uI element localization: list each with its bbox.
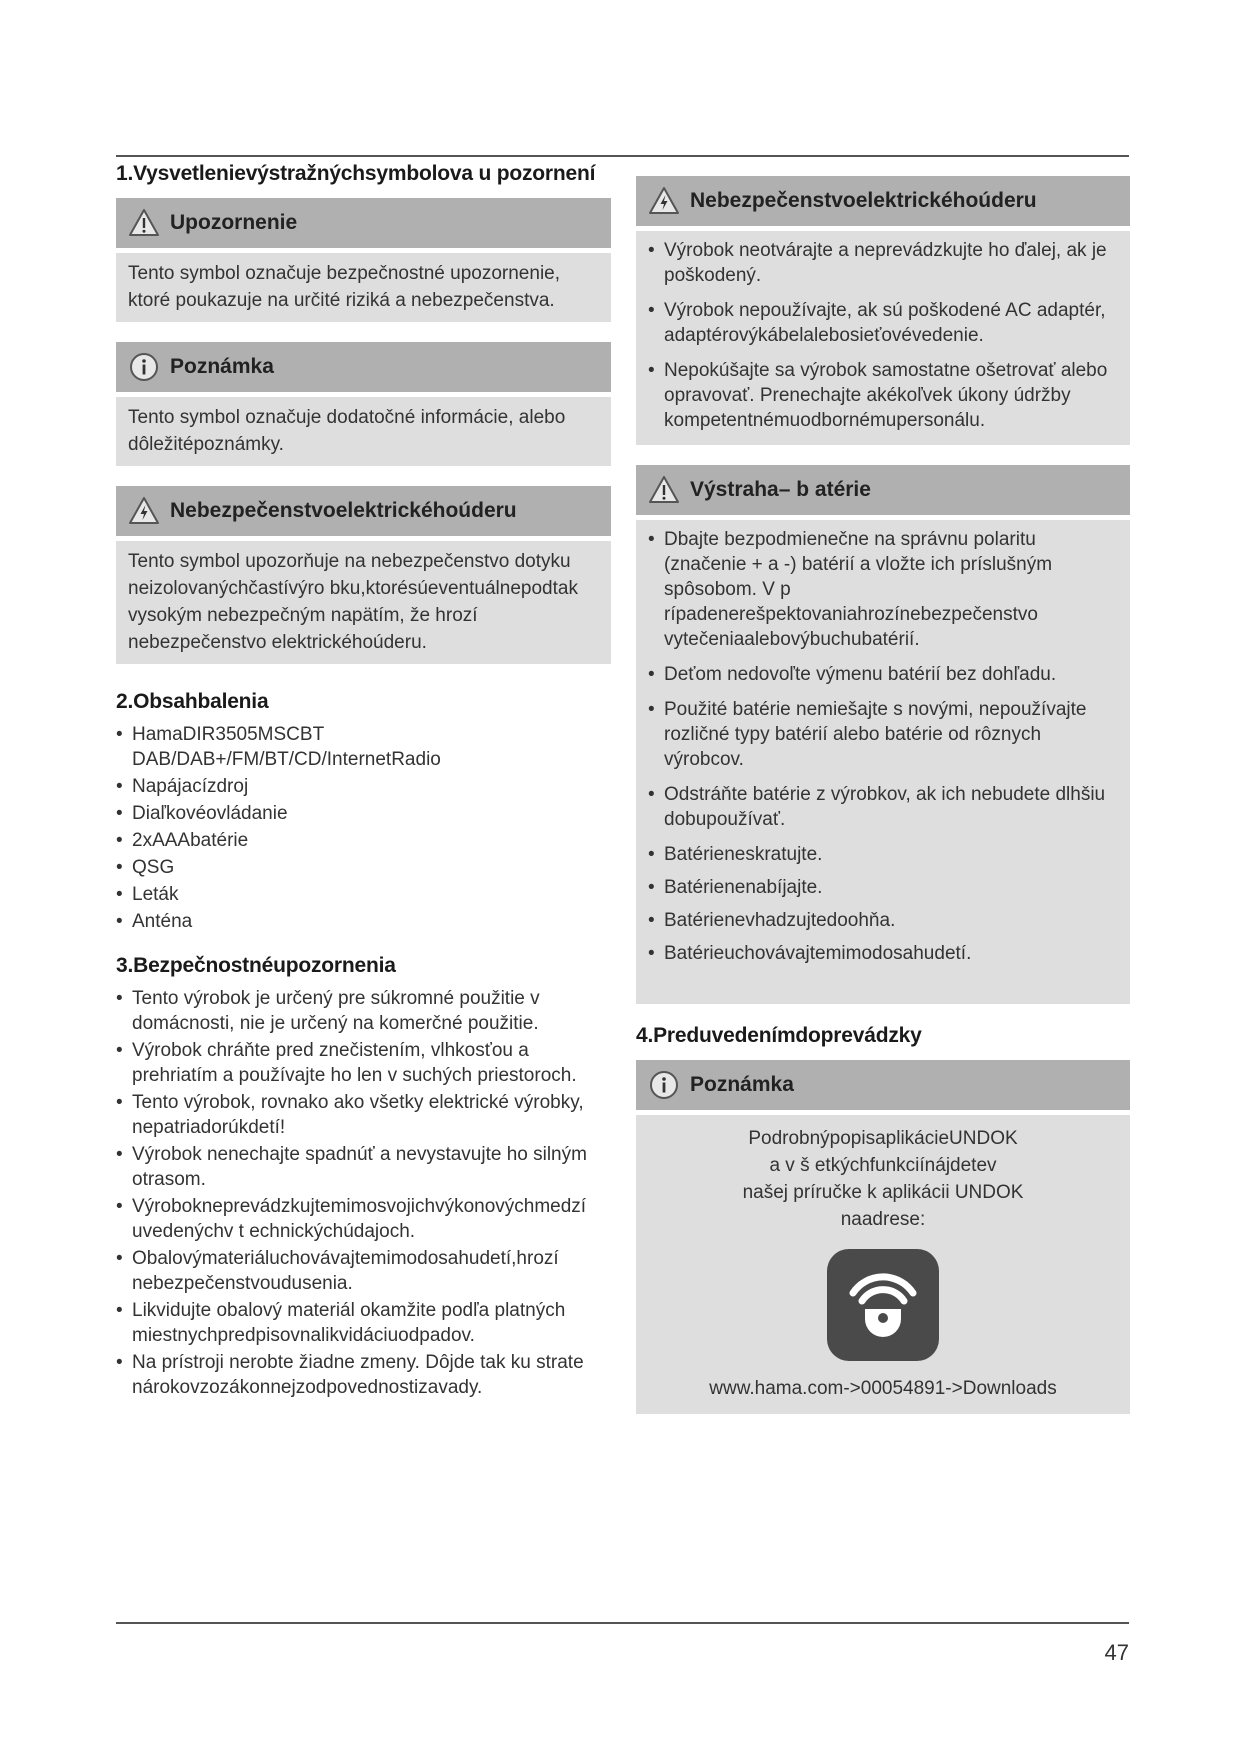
list-item: • QSG xyxy=(116,855,611,880)
safety-list xyxy=(116,986,611,1400)
warning-box xyxy=(116,198,611,322)
shock-label: Nebezpečenstvoelektrickéhoúderu xyxy=(170,499,517,522)
electric-shock-icon xyxy=(648,185,680,217)
undok-app-icon xyxy=(827,1249,939,1361)
battery-warning-box xyxy=(636,465,1130,1004)
undok-note-label: Poznámka xyxy=(690,1073,794,1096)
list-item: • Batérienenabíjajte. xyxy=(648,875,1118,900)
right-column xyxy=(636,176,1130,1434)
shock-warnings-box xyxy=(636,176,1130,445)
shock-body xyxy=(116,541,611,664)
list-item: • Na prístroji nerobte žiadne zmeny. Dôjde tak ku strate nárokovzozákonnejzodpovednostizavady. xyxy=(116,1350,611,1400)
section-4-title: 4.Preduvedenímdoprevádzky xyxy=(636,1024,922,1047)
undok-note-box xyxy=(636,1060,1130,1414)
section-1-title: 1.Vysvetlenievýstražnýchsymbolova u pozornení xyxy=(116,162,596,185)
warning-body xyxy=(116,253,611,322)
list-item: • Výrobokneprevádzkujtemimosvojichvýkonovýchmedzí uvedenýchv t echnickýchúdajoch. xyxy=(116,1194,611,1244)
page-number: 47 xyxy=(1104,1640,1129,1665)
battery-warning-label: Výstraha– b atérie xyxy=(690,478,871,501)
note-box xyxy=(116,342,611,466)
undok-logo-icon xyxy=(845,1267,921,1343)
undok-line: naadrese: xyxy=(840,1209,926,1230)
info-icon xyxy=(648,1069,680,1101)
note-body xyxy=(116,397,611,466)
shock-box xyxy=(116,486,611,664)
note-header xyxy=(116,342,611,392)
warning-triangle-icon xyxy=(128,207,160,239)
list-item: • Odstráňte batérie z výrobkov, ak ich nebudete dlhšiu dobupoužívať. xyxy=(648,782,1118,832)
undok-note-header xyxy=(636,1060,1130,1110)
list-item: • Batérieuchovávajtemimodosahudetí. xyxy=(648,941,1118,966)
undok-line: a v š etkýchfunkciínájdetev xyxy=(769,1155,997,1176)
section-2-title: 2.Obsahbalenia xyxy=(116,690,269,713)
warning-triangle-icon xyxy=(648,474,680,506)
info-icon xyxy=(128,351,160,383)
list-item: • Použité batérie nemiešajte s novými, nepoužívajte rozličné typy batérií alebo batérie od rôznych výrobcov. xyxy=(648,697,1118,772)
package-contents-list xyxy=(116,722,611,934)
undok-note-body xyxy=(636,1115,1130,1414)
list-item: • HamaDIR3505MSCBT DAB/DAB+/FM/BT/CD/InternetRadio xyxy=(116,722,611,772)
electric-shock-icon xyxy=(128,495,160,527)
list-item: • Výrobok nepoužívajte, ak sú poškodené AC adaptér, adaptérovýkábelalebosieťovévedenie. xyxy=(648,298,1118,348)
shock-header xyxy=(116,486,611,536)
battery-warning-list xyxy=(648,527,1118,966)
undok-line: našej príručke k aplikácii UNDOK xyxy=(742,1182,1024,1203)
warning-header xyxy=(116,198,611,248)
list-item: • Batérienevhadzujtedoohňa. xyxy=(648,908,1118,933)
list-item: • Batérieneskratujte. xyxy=(648,842,1118,867)
list-item: • Obalovýmateriáluchovávajtemimodosahudetí,hrozí nebezpečenstvoudusenia. xyxy=(116,1246,611,1296)
undok-line: PodrobnýpopisaplikácieUNDOK xyxy=(748,1128,1018,1149)
top-rule xyxy=(116,155,1129,157)
list-item: • Tento výrobok, rovnako ako všetky elektrické výrobky, nepatriadorúkdetí! xyxy=(116,1090,611,1140)
warning-label: Upozornenie xyxy=(170,211,298,234)
left-column xyxy=(116,162,611,1402)
note-label: Poznámka xyxy=(170,355,274,378)
shock-warnings-list xyxy=(648,238,1118,433)
shock-warnings-body xyxy=(636,231,1130,445)
battery-warning-body xyxy=(636,520,1130,1004)
list-item: • Výrobok neotvárajte a neprevádzkujte ho ďalej, ak je poškodený. xyxy=(648,238,1118,288)
list-item: • 2xAAAbatérie xyxy=(116,828,611,853)
bottom-rule xyxy=(116,1622,1129,1624)
list-item: • Leták xyxy=(116,882,611,907)
note-text: Tento symbol označuje dodatočné informácie, alebo dôležitépoznámky. xyxy=(128,407,566,455)
list-item: • Napájacízdroj xyxy=(116,774,611,799)
list-item: • Nepokúšajte sa výrobok samostatne ošetrovať alebo opravovať. Prenechajte akékoľvek úkony údržby kompetentnémuodbornémupersonálu. xyxy=(648,358,1118,433)
battery-warning-header xyxy=(636,465,1130,515)
shock-warnings-header xyxy=(636,176,1130,226)
list-item: • Deťom nedovoľte výmenu batérií bez dohľadu. xyxy=(648,662,1118,687)
section-3-title: 3.Bezpečnostnéupozornenia xyxy=(116,954,396,977)
list-item: • Anténa xyxy=(116,909,611,934)
undok-url: www.hama.com->00054891->Downloads xyxy=(709,1378,1057,1399)
list-item: • Likvidujte obalový materiál okamžite podľa platných miestnychpredpisovnalikvidáciuodpadov. xyxy=(116,1298,611,1348)
list-item: • Dbajte bezpodmienečne na správnu polaritu (značenie + a -) batérií a vložte ich príslušným spôsobom. V p rípadenerešpektovaniahrozínebezpečenstvo vytečeniaalebovýbuchubatérií. xyxy=(648,527,1118,652)
warning-text: Tento symbol označuje bezpečnostné upozornenie, ktoré poukazuje na určité riziká a nebezpečenstva. xyxy=(128,263,561,311)
list-item: • Diaľkovéovládanie xyxy=(116,801,611,826)
shock-warnings-label: Nebezpečenstvoelektrickéhoúderu xyxy=(690,189,1037,212)
list-item: • Výrobok nenechajte spadnúť a nevystavujte ho silným otrasom. xyxy=(116,1142,611,1192)
list-item: • Tento výrobok je určený pre súkromné použitie v domácnosti, nie je určený na komerčné použitie. xyxy=(116,986,611,1036)
shock-text: Tento symbol upozorňuje na nebezpečenstvo dotyku neizolovanýchčastívýro bku,ktorésúeventuálnepodtak vysokým nebezpečným napätím, že hrozí nebezpečenstvo elektrickéhoúderu. xyxy=(128,551,578,653)
list-item: • Výrobok chráňte pred znečistením, vlhkosťou a prehriatím a používajte ho len v suchých priestoroch. xyxy=(116,1038,611,1088)
